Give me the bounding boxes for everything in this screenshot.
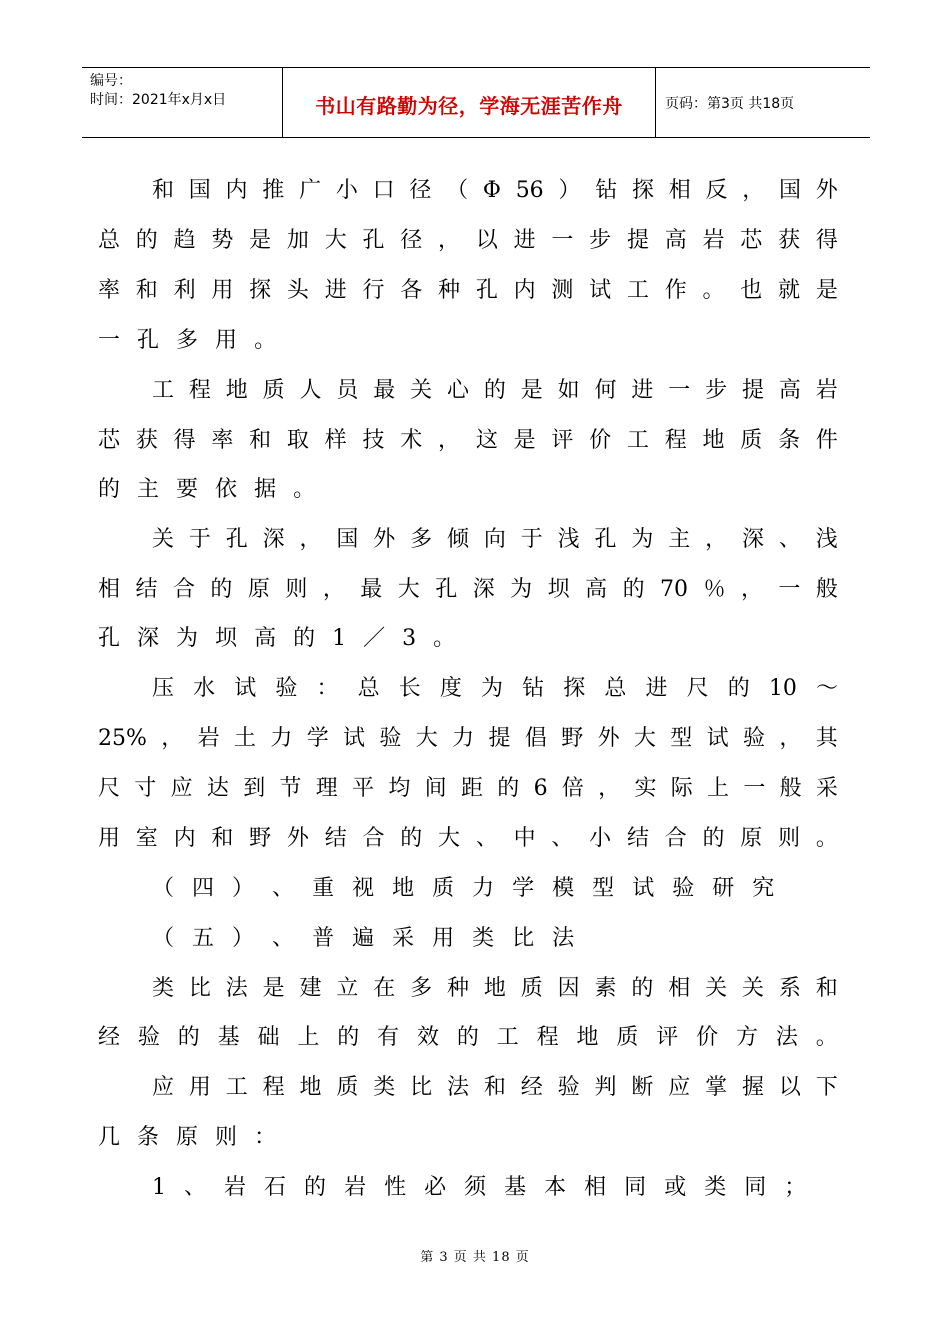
- header-page-cell: [655, 68, 870, 137]
- document-number-label: 编号：: [90, 73, 132, 89]
- header-motto: 书山有路勤为径，学海无涯苦作舟: [315, 94, 623, 118]
- body-line-6: 芯 获 得 率 和 取 样 技 术 ， 这 是 评 价 工 程 地 质 条 件: [98, 428, 838, 453]
- body-line-2: 总 的 趋 势 是 加 大 孔 径 ， 以 进 一 步 提 高 岩 芯 获 得: [98, 228, 838, 253]
- body-line-17: 类 比 法 是 建 立 在 多 种 地 质 因 素 的 相 关 关 系 和: [152, 976, 838, 1001]
- body-line-12: 25% ， 岩 土 力 学 试 验 大 力 提 倡 野 外 大 型 试 验 ， 其: [98, 726, 838, 751]
- body-line-7: 的 主 要 依 据 。: [98, 477, 316, 502]
- body-line-18: 经 验 的 基 础 上 的 有 效 的 工 程 地 质 评 价 方 法 。: [98, 1025, 838, 1050]
- body-line-19: 应 用 工 程 地 质 类 比 法 和 经 验 判 断 应 掌 握 以 下: [152, 1075, 838, 1100]
- body-line-11: 压 水 试 验 ： 总 长 度 为 钻 探 总 进 尺 的 10 ～: [152, 676, 838, 701]
- body-line-1: 和 国 内 推 广 小 口 径 （ Φ 56 ） 钻 探 相 反 ， 国 外: [152, 178, 838, 203]
- body-line-4: 一 孔 多 用 。: [98, 328, 277, 353]
- body-line-3: 率 和 利 用 探 头 进 行 各 种 孔 内 测 试 工 作 。 也 就 是: [98, 278, 838, 303]
- header-page-info: 页码：第3页 共18页: [665, 96, 795, 112]
- body-line-5: 工 程 地 质 人 员 最 关 心 的 是 如 何 进 一 步 提 高 岩: [152, 378, 838, 403]
- body-line-9: 相 结 合 的 原 则 ， 最 大 孔 深 为 坝 高 的 70 ％ ， 一 般: [98, 577, 838, 602]
- body-line-10: 孔 深 为 坝 高 的 1 ／ 3 。: [98, 626, 456, 651]
- principle-item-1: 1 、 岩 石 的 岩 性 必 须 基 本 相 同 或 类 同 ；: [152, 1175, 807, 1200]
- page-header: [82, 67, 870, 138]
- page-footer: 第 3 页 共 18 页: [420, 1250, 530, 1265]
- body-line-8: 关 于 孔 深 ， 国 外 多 倾 向 于 浅 孔 为 主 ， 深 、 浅: [152, 527, 838, 552]
- section-heading-5: （ 五 ） 、 普 遍 采 用 类 比 法: [152, 926, 575, 951]
- body-line-13: 尺 寸 应 达 到 节 理 平 均 间 距 的 6 倍 ， 实 际 上 一 般 采: [98, 776, 838, 801]
- section-heading-4: （ 四 ） 、 重 视 地 质 力 学 模 型 试 验 研 究: [152, 876, 775, 901]
- body-line-20: 几 条 原 则 ：: [98, 1125, 277, 1150]
- header-meta-cell: [82, 68, 282, 137]
- document-date-label: 时间：2021年x月x日: [90, 92, 227, 108]
- body-line-14: 用 室 内 和 野 外 结 合 的 大 、 中 、 小 结 合 的 原 则 。: [98, 826, 838, 851]
- header-motto-cell: [282, 68, 656, 137]
